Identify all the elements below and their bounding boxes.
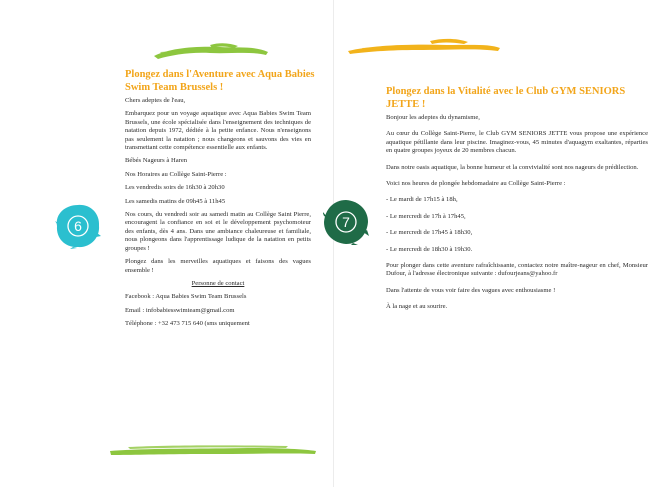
signoff: À la nage et au sourire. bbox=[386, 303, 448, 311]
intro-paragraph: Au cœur du Collège Saint-Pierre, le Club GYM SENIORS JETTE vous propose une expérience aquatique pétillante dans leur piscine. Imaginez-vous, 45 minutes d'aquagym exaltantes, réparties en quatre groupes joyeux de 20 membres chacun. bbox=[386, 130, 648, 155]
invite-paragraph: Plongez dans les merveilles aquatiques et faisons des vagues ensemble ! bbox=[125, 258, 311, 274]
intro-paragraph: Embarquez pour un voyage aquatique avec Aqua Babies Swim Team Brussels, une école spécialisée dans l'enseignement des techniques de natation depuis 1972, dédiée à la petite enfance. Nous n'enseignons pas seulement la natation ; nous changeons et sauvons des vies en transmettant cette compétence essentielle aux enfants. bbox=[125, 110, 311, 152]
yellow-brush-stroke-top bbox=[342, 36, 502, 56]
schedule-heading: Nos Horaires au Collège Saint-Pierre : bbox=[125, 170, 227, 178]
number-badge-6 bbox=[55, 203, 101, 249]
right-page-content bbox=[386, 114, 648, 317]
left-page-content bbox=[125, 97, 311, 334]
badge-number: 6 bbox=[74, 218, 82, 234]
schedule-wednesday-3: - Le mercredi de 18h30 à 19h30. bbox=[386, 245, 473, 253]
number-badge-7 bbox=[323, 199, 369, 245]
contact-heading: Personne de contact bbox=[191, 279, 245, 287]
schedule-heading: Voici nos heures de plongée hebdomadaire au Collège Saint-Pierre : bbox=[386, 180, 566, 188]
greeting: Bonjour les adeptes du dynamisme, bbox=[386, 114, 480, 121]
schedule-tuesday: - Le mardi de 17h15 à 18h, bbox=[386, 196, 458, 204]
badge-number: 7 bbox=[342, 214, 350, 230]
closing-paragraph: Dans l'attente de vous voir faire des vagues avec enthousiasme ! bbox=[386, 286, 556, 294]
email-contact: Email : infobabiesswimteam@gmail.com bbox=[125, 306, 235, 314]
schedule-wednesday-1: - Le mercredi de 17h à 17h45, bbox=[386, 212, 466, 220]
facebook-contact: Facebook : Aqua Babies Swim Team Brussels bbox=[125, 293, 247, 301]
page-title-aqua-babies: Plongez dans l'Aventure avec Aqua Babies Swim Team Brussels ! bbox=[125, 69, 315, 93]
left-page bbox=[0, 0, 333, 487]
green-brush-stroke-top bbox=[150, 40, 270, 62]
greeting: Chers adeptes de l'eau, bbox=[125, 97, 186, 104]
page-title-gym-seniors: Plongez dans la Vitalité avec le Club GYM SENIORS JETTE ! bbox=[386, 86, 626, 110]
schedule-friday: Les vendredis soirs de 16h30 à 20h30 bbox=[125, 184, 225, 192]
schedule-wednesday-2: - Le mercredi de 17h45 à 18h30, bbox=[386, 229, 473, 237]
courses-paragraph: Nos cours, du vendredi soir au samedi matin au Collège Saint Pierre, encouragent la confiance en soi et le développement psychomoteur des enfants, dès 4 ans. Dans une ambiance chaleureuse et familiale, nous plongeons dans l'apprentissage ludique de la natation en petits groupes ! bbox=[125, 211, 311, 252]
contact-paragraph: Pour plonger dans cette aventure rafraîchissante, contactez notre maître-nageur en chef, Monsieur Dufour, à l'adresse électronique suivante : dufourjeans@yahoo.fr bbox=[386, 262, 648, 278]
location: Bébés Nageurs à Haren bbox=[125, 157, 188, 165]
green-brush-stroke-bottom bbox=[108, 444, 318, 458]
right-page bbox=[334, 0, 667, 487]
schedule-saturday: Les samedis matins de 09h45 à 11h45 bbox=[125, 197, 226, 205]
phone-contact: Téléphone : +32 473 715 640 (sms uniquement bbox=[125, 320, 250, 328]
oasis-paragraph: Dans notre oasis aquatique, la bonne humeur et la convivialité sont nos nageurs de prédilection. bbox=[386, 163, 639, 171]
